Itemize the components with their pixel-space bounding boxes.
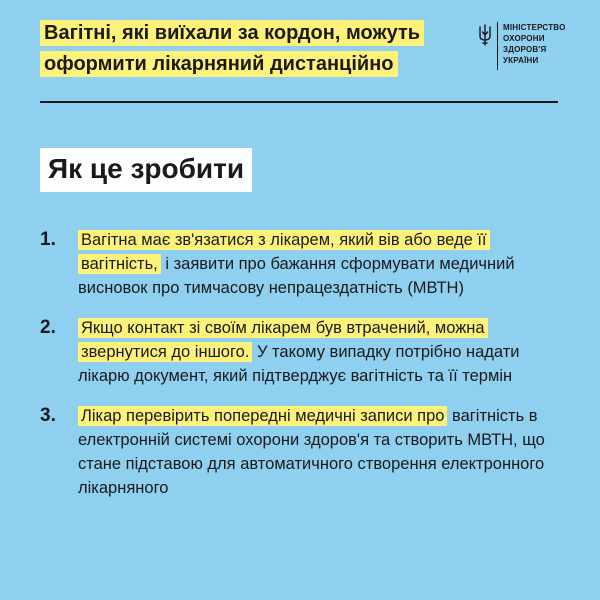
ministry-line-2: ОХОРОНИ xyxy=(503,34,545,43)
step-number: 1. xyxy=(40,229,56,250)
steps-list xyxy=(40,228,570,516)
step-text xyxy=(78,316,562,388)
section-title: Як це зробити xyxy=(40,148,252,192)
step-rest: і заявити про бажання сформувати медичний висновок про тимчасову непрацездатність (МВТН) xyxy=(78,255,515,297)
headline xyxy=(40,18,460,80)
step-rest: У такому випадку потрібно надати лікарю документ, який підтверджує вагітність та її термін xyxy=(78,343,520,385)
headline-line-1: Вагітні, які виїхали за кордон, можуть xyxy=(40,20,424,46)
step-number: 2. xyxy=(40,317,56,338)
trident-icon xyxy=(478,24,492,46)
ministry-line-3: ЗДОРОВ'Я xyxy=(503,45,547,54)
step-3 xyxy=(40,404,570,500)
step-text xyxy=(78,404,562,500)
ministry-line-1: МІНІСТЕРСТВО xyxy=(503,23,566,32)
ministry-name xyxy=(503,22,566,66)
step-text xyxy=(78,228,562,300)
headline-line-2: оформити лікарняний дистанційно xyxy=(40,51,398,77)
step-2 xyxy=(40,316,570,388)
ministry-line-4: УКРАЇНИ xyxy=(503,56,539,65)
step-highlight: Лікар перевірить попередні медичні записи про xyxy=(78,406,447,426)
ministry-divider xyxy=(497,22,498,70)
step-highlight: Якщо контакт зі своїм лікарем був втрачений, можна звернутися до іншого. xyxy=(78,318,488,362)
step-1 xyxy=(40,228,570,300)
ministry-logo xyxy=(478,22,566,70)
header-divider xyxy=(40,101,558,103)
step-rest: вагітність в електронній системі охорони здоров'я та створить МВТН, що стане підставою для автоматичного створення електронного лікарняного xyxy=(78,407,545,497)
header xyxy=(40,18,566,80)
step-highlight: Вагітна має зв'язатися з лікарем, який вів або веде її вагітність, xyxy=(78,230,490,274)
step-number: 3. xyxy=(40,405,56,426)
